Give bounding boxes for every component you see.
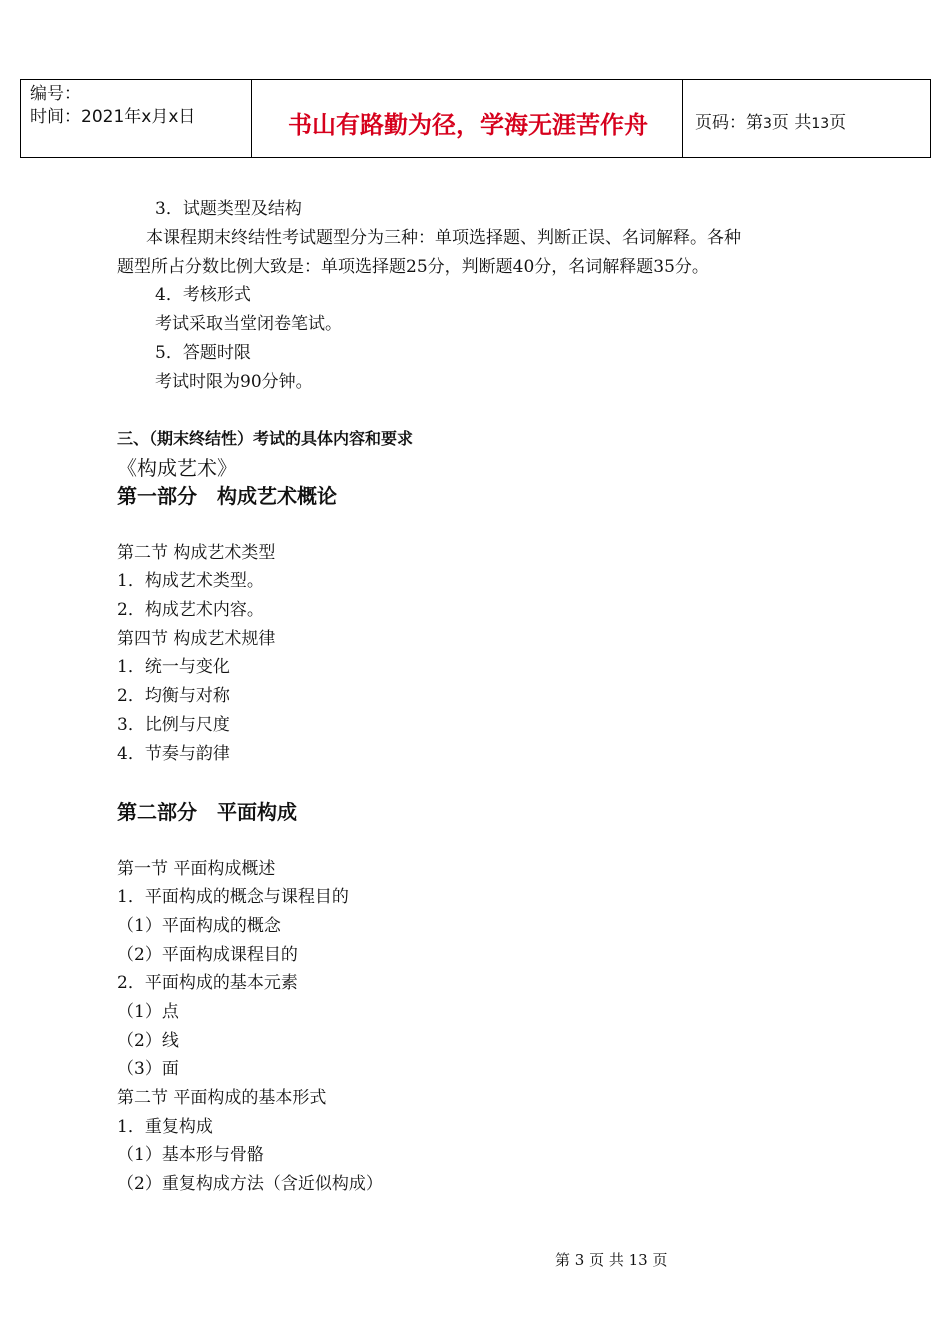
outline-item: 2．均衡与对称 <box>117 686 230 706</box>
header-page-indicator <box>695 108 846 133</box>
outline-item: 第一节 平面构成概述 <box>117 859 276 879</box>
outline-item: 2．平面构成的基本元素 <box>117 973 298 993</box>
paragraph-line: 考试时限为90分钟。 <box>155 372 313 392</box>
section-heading-question-types: 3．试题类型及结构 <box>155 199 302 219</box>
outline-item: 1．重复构成 <box>117 1117 213 1137</box>
outline-item: 1．构成艺术类型。 <box>117 571 264 591</box>
outline-item: （2）线 <box>117 1031 179 1051</box>
outline-item: 4．节奏与韵律 <box>117 744 230 764</box>
section-heading-exam-format: 4．考核形式 <box>155 285 251 305</box>
page-mid: 页 共 <box>771 113 812 133</box>
header-left-border <box>20 79 21 157</box>
paragraph-line: 题型所占分数比例大致是：单项选择题25分，判断题40分，名词解释题35分。 <box>117 257 709 277</box>
outline-item: （3）面 <box>117 1059 179 1079</box>
page-footer: 第 3 页 共 13 页 <box>555 1251 668 1269</box>
part-title: 第一部分 构成艺术概论 <box>117 484 337 508</box>
outline-item: 1．平面构成的概念与课程目的 <box>117 887 349 907</box>
header-meta <box>30 83 195 129</box>
part-title: 第二部分 平面构成 <box>117 800 297 824</box>
outline-item: 3．比例与尺度 <box>117 715 230 735</box>
header-right-border <box>930 79 931 157</box>
outline-item: （1）点 <box>117 1002 179 1022</box>
outline-item: （2）平面构成课程目的 <box>117 945 298 965</box>
page-current: 3 <box>763 116 772 132</box>
outline-item: 第四节 构成艺术规律 <box>117 629 276 649</box>
page-header <box>20 79 931 158</box>
header-top-rule <box>20 79 931 80</box>
outline-item: （1）基本形与骨骼 <box>117 1145 264 1165</box>
outline-item: 第二节 平面构成的基本形式 <box>117 1088 327 1108</box>
header-motto: 书山有路勤为径，学海无涯苦作舟 <box>288 111 648 139</box>
outline-item: （2）重复构成方法（含近似构成） <box>117 1174 383 1194</box>
page-total: 13 <box>811 116 830 132</box>
outline-item: 1．统一与变化 <box>117 657 230 677</box>
part-heading: 三、（期末终结性）考试的具体内容和要求 <box>117 429 414 448</box>
book-title: 《构成艺术》 <box>117 456 237 480</box>
paragraph-line: 考试采取当堂闭卷笔试。 <box>155 314 342 334</box>
outline-item: 第二节 构成艺术类型 <box>117 543 276 563</box>
outline-item: （1）平面构成的概念 <box>117 916 281 936</box>
outline-item: 2．构成艺术内容。 <box>117 600 264 620</box>
document-date: 时间：2021年x月x日 <box>30 107 196 127</box>
page-prefix: 页码：第 <box>695 113 763 133</box>
page-suffix: 页 <box>829 113 847 133</box>
section-heading-time-limit: 5．答题时限 <box>155 343 251 363</box>
document-number-label: 编号： <box>30 84 81 104</box>
paragraph-line: 本课程期末终结性考试题型分为三种：单项选择题、判断正误、名词解释。各种 <box>146 228 741 248</box>
